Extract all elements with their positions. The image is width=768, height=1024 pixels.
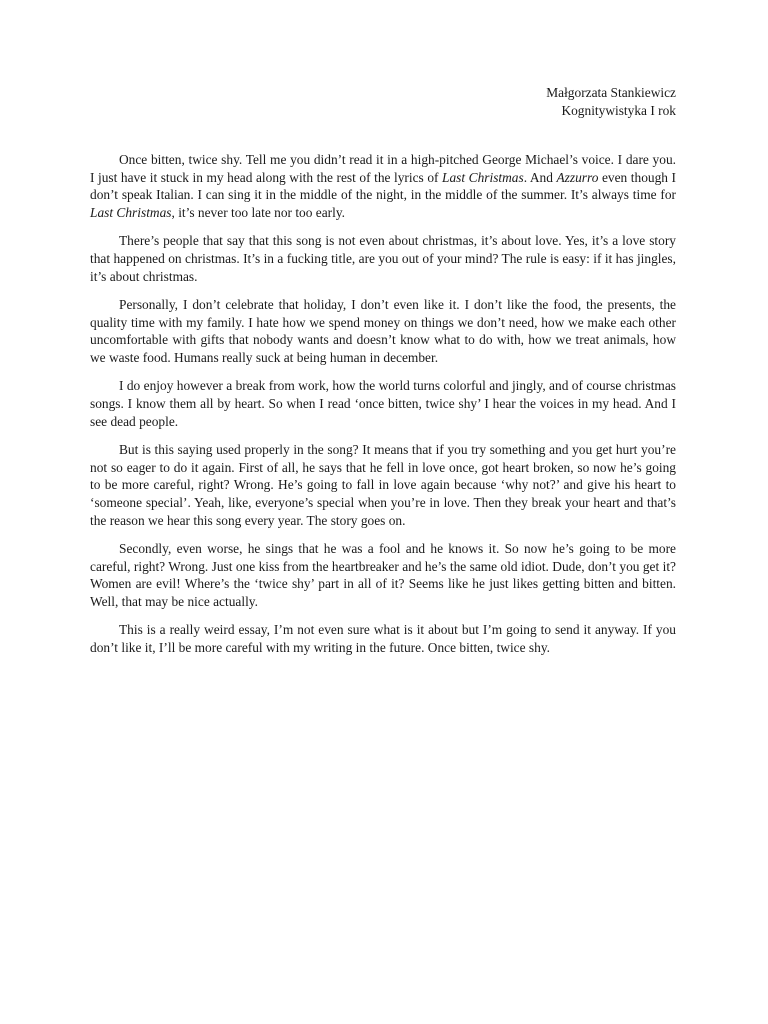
paragraph-2: There’s people that say that this song is not even about christmas, it’s about love. Yes, it’s a love story that happened on christmas. It’s in a fucking title, are you out of your mind? The rule is easy: if it has jingles, it’s about christmas. [90,233,676,284]
paragraph-6: Secondly, even worse, he sings that he was a fool and he knows it. So now he’s going to be more careful, right? Wrong. Just one kiss from the heartbreaker and he’s the same old idiot. Dude, don’t you get it? Women are evil! Where’s the ‘twice shy’ part in all of it? Seems like he just likes getting bitten and bitten. Well, that may be nice actually. [90,540,676,609]
paragraph-1: Once bitten, twice shy. Tell me you didn’t read it in a high-pitched George Michael’s voice. I dare you. I just have it stuck in my head along with the rest of the lyrics of Last Christmas. And Azzurro even though I don’t speak Italian. I can sing it in the middle of the night, in the middle of the summer. It’s always time for Last Christmas, it’s never too late nor too early. [90,152,676,221]
song-title-last-christmas: Last Christmas [90,205,172,221]
essay-body [90,151,676,667]
paragraph-3: Personally, I don’t celebrate that holiday, I don’t even like it. I don’t like the food, the presents, the quality time with my family. I hate how we spend money on things we don’t need, how we make each other uncomfortable with gifts that nobody wants and doesn’t know what to do with, how we treat animals, how we waste food. Humans really suck at being human in december. [90,296,676,366]
author-header [546,84,676,120]
song-title-azzurro: Azzurro [556,169,599,185]
paragraph-7: This is a really weird essay, I’m not even sure what is it about but I’m going to send it anyway. If you don’t like it, I’ll be more careful with my writing in the future. Once bitten, twice shy. [90,622,676,655]
paragraph-5: But is this saying used properly in the song? It means that if you try something and you get hurt you’re not so eager to do it again. First of all, he says that he fell in love once, got heart broken, so now he’s going to be more careful, right? Wrong. He’s going to fall in love again because ‘why not?’ and give his heart to ‘someone special’. Yeah, like, everyone’s special when you’re in love. Then they break your heart and that’s the reason we hear this song every year. The story goes on. [90,441,676,528]
author-name: Małgorzata Stankiewicz [546,85,676,100]
song-title-last-christmas: Last Christmas [442,169,524,185]
paragraph-4: I do enjoy however a break from work, how the world turns colorful and jingly, and of course christmas songs. I know them all by heart. So when I read ‘once bitten, twice shy’ I hear the voices in my head. And I see dead people. [90,378,676,429]
course-name: Kognitywistyka I rok [561,103,676,118]
